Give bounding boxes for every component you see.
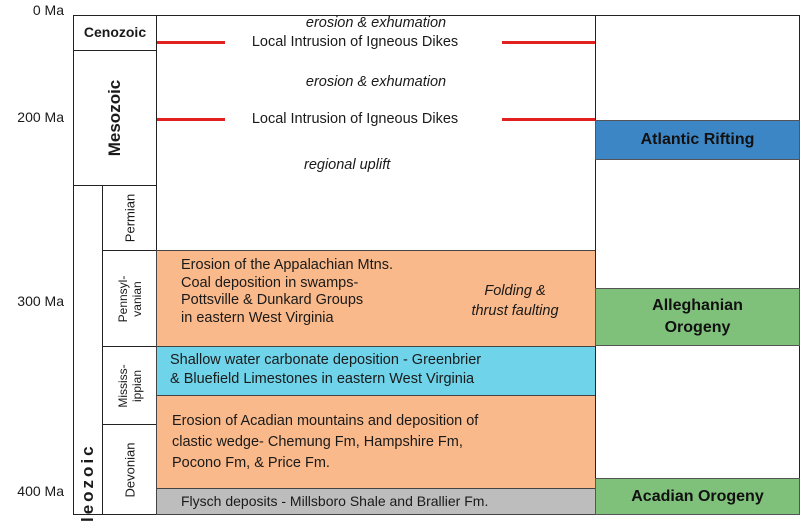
period-mississippian	[102, 346, 157, 425]
erosion-exhumation-mid: erosion & exhumation	[305, 74, 447, 90]
flysch-text: Flysch deposits - Millsboro Shale and Brallier Fm.	[181, 493, 489, 509]
time-label-0: 0 Ma	[32, 2, 64, 18]
erosion-exhumation-top: erosion & exhumation	[305, 15, 447, 31]
period-pennsylvanian	[102, 250, 157, 347]
dikes-top-label: Local Intrusion of Igneous Dikes	[251, 34, 459, 50]
era-mesozoic-label: Mesozoic	[105, 79, 124, 157]
dike-line-mid-left	[157, 118, 225, 121]
regional-uplift: regional uplift	[304, 157, 391, 173]
dike-line-top-left	[157, 41, 225, 44]
time-label-200: 200 Ma	[17, 109, 64, 125]
appalachian-erosion-text: Erosion of the Appalachian Mtns. Coal deposition in swamps- Pottsville & Dunkard Groups in eastern West Virginia	[181, 257, 393, 326]
acadian-erosion-text: Erosion of Acadian mountains and deposition of clastic wedge- Chemung Fm, Hampshire Fm, Pocono Fm, & Price Fm.	[172, 413, 479, 471]
atlantic-rifting-box: Atlantic Rifting	[595, 120, 800, 160]
carbonate-deposition-text: Shallow water carbonate deposition - Greenbrier & Bluefield Limestones in eastern West Virginia	[170, 352, 482, 387]
time-label-400: 400 Ma	[17, 483, 64, 499]
era-paleozoic	[73, 185, 103, 522]
acadian-orogeny-box: Acadian Orogeny	[595, 478, 800, 515]
time-label-300: 300 Ma	[17, 293, 64, 309]
period-devonian	[102, 424, 157, 515]
dikes-mid-label: Local Intrusion of Igneous Dikes	[251, 111, 459, 127]
era-cenozoic	[73, 15, 157, 51]
period-permian	[102, 185, 157, 251]
dike-line-mid-right	[502, 118, 595, 121]
folding-thrust-text: Folding & thrust faulting	[471, 283, 559, 319]
period-permian-label: Permian	[122, 193, 137, 243]
alleghanian-orogeny-box: Alleghanian Orogeny	[595, 288, 800, 346]
era-paleozoic-label: leozoic	[78, 443, 97, 522]
dike-line-top-right	[502, 41, 595, 44]
tectonics-column	[595, 15, 800, 515]
period-devonian-label: Devonian	[122, 442, 137, 497]
period-pennsylvanian-label: Pennsyl- vanian	[115, 275, 144, 322]
era-mesozoic	[73, 50, 157, 186]
era-cenozoic-label: Cenozoic	[83, 24, 147, 40]
period-mississippian-label: Mississ- ippian	[115, 363, 144, 408]
